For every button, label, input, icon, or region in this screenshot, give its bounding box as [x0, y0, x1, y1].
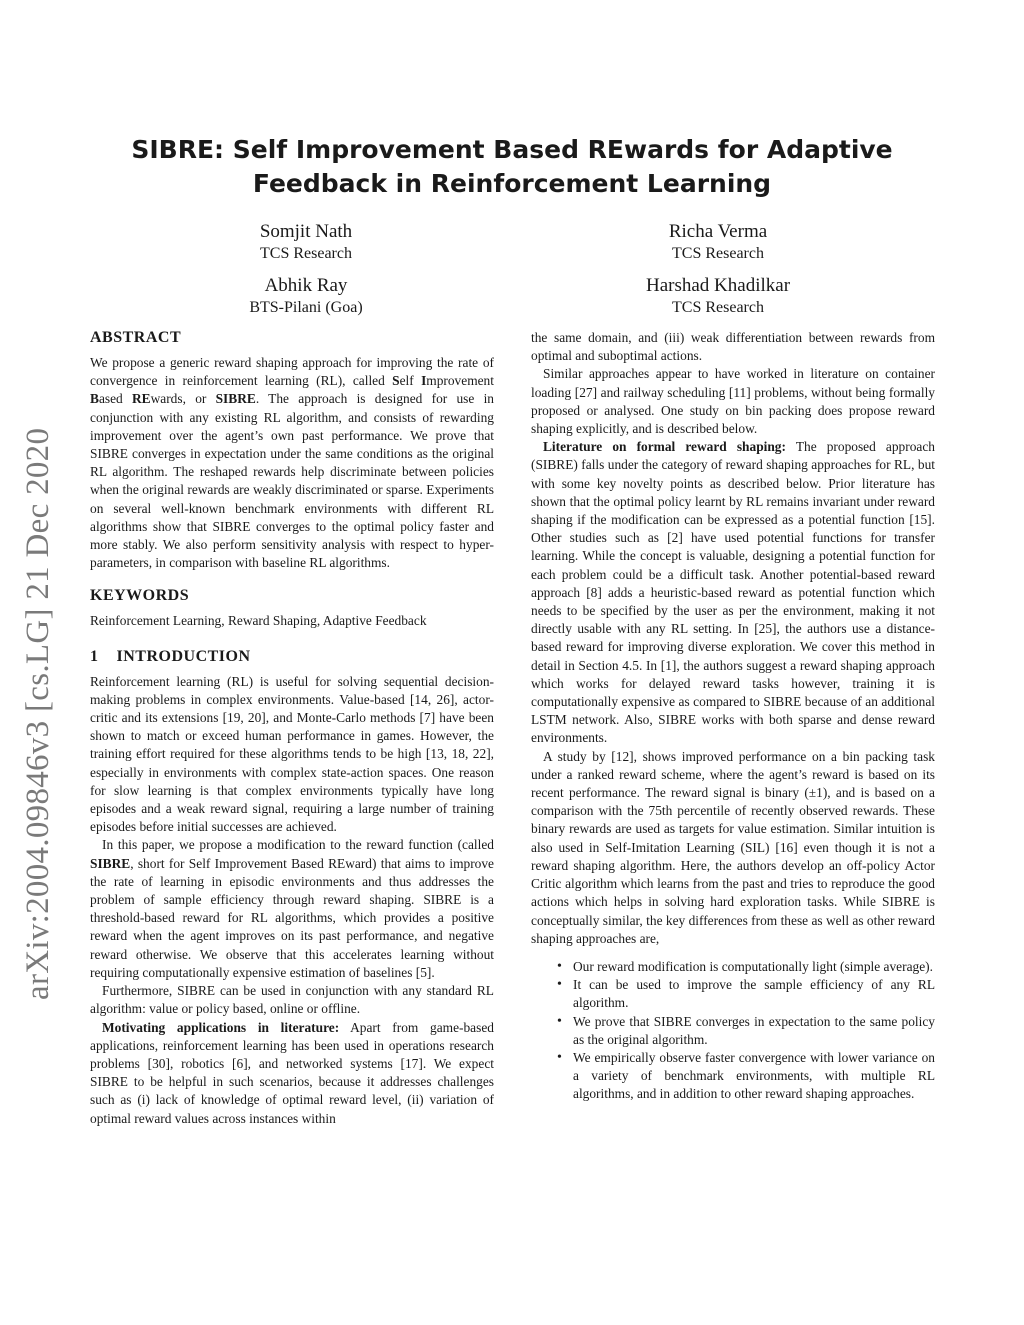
author-affiliation: TCS Research	[672, 299, 764, 316]
acronym-bold: SIBRE	[215, 391, 256, 407]
paragraph-text-part: In this paper, we propose a modification to the reward function (called	[102, 837, 494, 853]
section-title: INTRODUCTION	[116, 647, 251, 665]
acronym-letter: B	[90, 391, 99, 407]
author-block	[618, 221, 818, 264]
right-paragraph: the same domain, and (iii) weak differentiation between rewards from optimal and suboptimal actions.	[531, 330, 935, 364]
abstract-text-part: wards, or	[150, 391, 216, 407]
author-name: Abhik Ray	[264, 275, 348, 296]
list-item: • It can be used to improve the sample efficiency of any RL algorithm.	[573, 976, 935, 1012]
acronym-letter: S	[392, 373, 400, 389]
author-affiliation: TCS Research	[672, 245, 764, 262]
paragraph-text-part: The proposed approach (SIBRE) falls under the category of reward shaping approaches for RL, but with some key novelty points as described below. Prior literature has shown that the optimal policy learnt by RL remains invariant under reward shaping if the modification can be expressed as a potential function [15]. Other studies such as [2] have used potential functions for transfer learning. While the concept is valuable, designing a potential function for each problem could be a difficult task. Another potential-based reward approach [8] adds a heuristic-based reward as potential function which needs to be specified by the user as per the environment, making it not directly usable with any RL setting. In [25], the authors use a distance-based reward for improving diverse exploration. We cover this method in detail in Section 4.5. In [1], the authors suggest a reward shaping approach which works for delayed reward tasks however, training it is computationally expensive as compared to SIBRE because of an additional LSTM network. Also, SIBRE works with both sparse and dense reward environments.	[531, 439, 935, 746]
author-affiliation: BTS-Pilani (Goa)	[249, 299, 363, 316]
left-column	[90, 328, 494, 1128]
acronym-letter: I	[421, 373, 427, 389]
abstract-text	[90, 354, 494, 572]
arxiv-identifier-text: arXiv:2004.09846v3 [cs.LG] 21 Dec 2020	[20, 427, 56, 1000]
abstract-text-part: mprovement	[426, 373, 494, 389]
right-paragraph: A study by [12], shows improved performance on a bin packing task under a ranked reward scheme, where the agent’s reward is based on its recent performance. The reward signal is binary (±1), and is based on a comparison with the 75th percentile of recently observed rewards. These binary rewards are used as targets for value estimation. Similar intuition is also used in Self-Imitation Learning (SIL) [16] even though it is not a reward shaping algorithm. Here, the authors develop an off-policy Actor Critic algorithm which learns from the past and tries to reproduce the good actions which helps in solving hard exploration tasks. While SIBRE is conceptually similar, the key differences from these as well as other reward shaping approaches are,	[531, 748, 935, 946]
keywords-text: Reinforcement Learning, Reward Shaping, Adaptive Feedback	[90, 613, 427, 629]
paragraph-text-part: , short for Self Improvement Based REward) that aims to improve the rate of learning in episodic environments and thus addresses the problem of sample efficiency through reward shaping. SIBRE is a threshold-based reward for RL algorithms, which provides a positive reward when the agent improves on its past performance, and negative reward otherwise. We observe that this accelerates learning without requiring computationally expensive estimation of baselines [5].	[90, 855, 494, 980]
abstract-text-part: . The approach is designed for use in conjunction with any existing RL algorithm, and consists of rewarding improvement over the agent’s own past performance. We prove that SIBRE converges in expectation under the same conditions as the original RL algorithm. The reshaped rewards help discriminate between policies when the original rewards are weakly discriminated or sparse. Experiments on several well-known benchmark environments with different RL algorithms show that SIBRE converges to the optimal policy faster and more stably. We also perform sensitivity analysis with respect to hyper-parameters, in comparison with baseline RL algorithms.	[90, 391, 494, 571]
intro-paragraph	[90, 1019, 494, 1128]
abstract-text-part: ased	[98, 391, 132, 407]
list-item: • Our reward modification is computationally light (simple average).	[573, 958, 935, 976]
keywords-heading: KEYWORDS	[90, 587, 190, 605]
key-differences-list	[531, 958, 935, 1104]
author-block	[598, 275, 838, 318]
acronym-letter: RE	[132, 391, 151, 407]
list-item: • We empirically observe faster convergence with lower variance on a variety of benchmark environments, with multiple RL algorithms, and in addition to other reward shaping approaches.	[573, 1049, 935, 1104]
section-number: 1	[90, 647, 99, 665]
right-paragraph: Similar approaches appear to have worked in literature on container loading [27] and railway scheduling [11] problems, without being formally proposed or analysed. One study on bin packing does propose reward shaping explicitly, and is described below.	[531, 366, 935, 437]
introduction-heading	[90, 647, 494, 667]
author-name: Somjit Nath	[259, 221, 353, 242]
intro-paragraph: Furthermore, SIBRE can be used in conjunction with any standard RL algorithm: value or policy based, online or offline.	[90, 983, 494, 1017]
author-affiliation: TCS Research	[260, 245, 352, 262]
abstract-heading: ABSTRACT	[90, 329, 182, 346]
author-name: Harshad Khadilkar	[645, 275, 791, 296]
run-in-heading: Literature on formal reward shaping:	[543, 439, 786, 455]
right-column	[531, 329, 935, 1104]
run-in-heading: Motivating applications in literature:	[102, 1019, 340, 1035]
paragraph-text-part: Apart from game-based applications, reinforcement learning has been used in operations research problems [30], robotics [6], and networked systems [17]. We expect SIBRE to be helpful in such scenarios, because it addresses challenges such as (i) lack of knowledge of optimal reward level, (ii) variation of optimal reward values across instances within	[90, 1019, 494, 1126]
paper-title: SIBRE: Self Improvement Based REwards for Adaptive Feedback in Reinforcement Learning	[131, 135, 893, 198]
author-name: Richa Verma	[668, 221, 768, 242]
acronym-bold: SIBRE	[90, 855, 131, 871]
intro-paragraph: Reinforcement learning (RL) is useful for solving sequential decision-making problems in complex environments. Value-based [14, 26], actor-critic and its extensions [19, 20], and Monte-Carlo methods [7] have been shown to match or exceed human performance in games. However, the training effort required for these algorithms tends to be high [13, 18, 22], especially in environments with complex state-action spaces. One reason for slow learning is that complex environments typically have long episodes and a weak reward signal, requiring a large number of training episodes before initial successes are achieved.	[90, 673, 494, 835]
list-item: • We prove that SIBRE converges in expectation to the same policy as the original algorithm.	[573, 1013, 935, 1049]
author-block	[206, 221, 406, 264]
intro-paragraph	[90, 836, 494, 982]
abstract-text-part: We propose a generic reward shaping approach for improving the rate of convergence in reinforcement learning (RL), called	[90, 355, 494, 389]
abstract-text-part: elf	[399, 373, 422, 389]
right-paragraph	[531, 438, 935, 747]
author-block	[206, 275, 406, 318]
